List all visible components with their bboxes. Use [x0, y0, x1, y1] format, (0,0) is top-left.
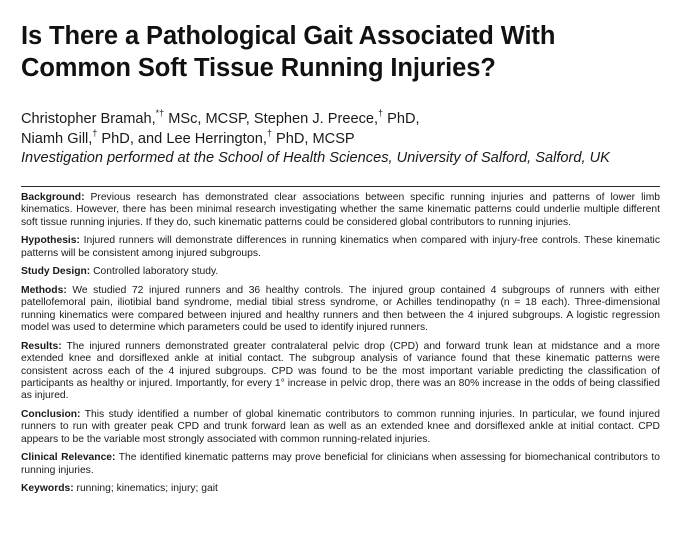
abstract-background: [21, 192, 660, 229]
section-label: Background:: [21, 192, 85, 203]
section-label: Conclusion:: [21, 409, 81, 421]
author-text: PhD,: [383, 111, 420, 127]
section-label: Keywords:: [21, 483, 74, 495]
institution-line: Investigation performed at the School of Health Sciences, University of Salford, Salford, UK: [21, 150, 610, 166]
affiliation-mark: †: [92, 127, 98, 138]
section-label: Methods:: [21, 285, 67, 296]
section-text: running; kinematics; injury; gait: [73, 483, 218, 495]
section-label: Study Design:: [21, 266, 91, 278]
affiliation-mark: †: [266, 127, 272, 138]
abstract-results: [21, 341, 660, 403]
abstract-keywords: [21, 483, 660, 495]
section-label: Clinical Relevance:: [21, 452, 116, 464]
section-text: This study identified a number of global kinematic contributors to common running injuries. In particular, we found injured runners to run with greater peak CPD and trunk forward lean as well as an extended knee and dorsiflexed ankle at initial contact. CPD appears to be the variable most strongly associated with common running-related injuries.: [21, 409, 660, 445]
section-label: Results:: [21, 340, 62, 352]
title-line-1: Is There a Pathological Gait Associated With: [21, 22, 556, 50]
abstract-study-design: [21, 266, 660, 278]
author-name: Niamh Gill,: [21, 130, 93, 147]
affiliation-mark: *†: [155, 108, 165, 119]
abstract: [21, 192, 660, 502]
section-text: We studied 72 injured runners and 36 healthy controls. The injured group contained 4 subgroups of runners with either patellofemoral pain, iliotibial band syndrome, medial tibial stress syndrome, or Achilles tendinopathy (n = 18 each). Three-dimensional running kinematics were compared between injured and healthy runners and then between the 4 injured subgroups. A logistic regression model was used to determine which parameters could be used to identify injured runners.: [21, 285, 660, 334]
author-text: PhD, MCSP: [271, 130, 355, 147]
title-line-2: Common Soft Tissue Running Injuries?: [21, 54, 496, 82]
section-text: Previous research has demonstrated clear associations between specific running injuries and patterns of lower limb kinematics. However, there has been minimal research investigating whether the same kinematic patterns could underlie multiple different soft tissue running injuries. If they do, such kinematic patterns could be considered global contributors to running injuries.: [21, 192, 660, 228]
abstract-clinical-relevance: [21, 452, 660, 477]
section-label: Hypothesis:: [21, 235, 80, 247]
affiliation-mark: †: [378, 108, 384, 119]
authors-line-1: [21, 110, 671, 130]
section-text: Injured runners will demonstrate differences in running kinematics when compared with injury-free controls. These kinematic patterns will be consistent among injured subgroups.: [21, 235, 660, 259]
section-text: The identified kinematic patterns may prove beneficial for clinicians when assessing for biomechanical contributors to running injuries.: [21, 452, 660, 476]
abstract-methods: [21, 285, 660, 335]
abstract-hypothesis: [21, 235, 660, 260]
section-text: The injured runners demonstrated greater contralateral pelvic drop (CPD) and forward trunk lean at midstance and a more extended knee and dorsiflexed ankle at initial contact. The subgroup analysis of variance found that these kinematic patterns were consistent across each of the 4 injured subgroups. CPD was found to be the most important variable predicting the classification of participants as healthy or injured. Importantly, for every 1° increase in pelvic drop, there was an 80% increase in the odds of being classified as injured.: [21, 340, 660, 402]
author-block: [21, 110, 671, 169]
author-text: MSc, MCSP, Stephen J. Preece,: [164, 111, 379, 127]
author-text: PhD, and Lee Herrington,: [97, 130, 267, 147]
section-text: Controlled laboratory study.: [90, 266, 219, 278]
section-divider: [21, 186, 660, 187]
article-title: [21, 20, 671, 84]
authors-line-2: [21, 127, 671, 150]
abstract-conclusion: [21, 409, 660, 446]
author-name: Christopher Bramah,: [21, 111, 156, 127]
